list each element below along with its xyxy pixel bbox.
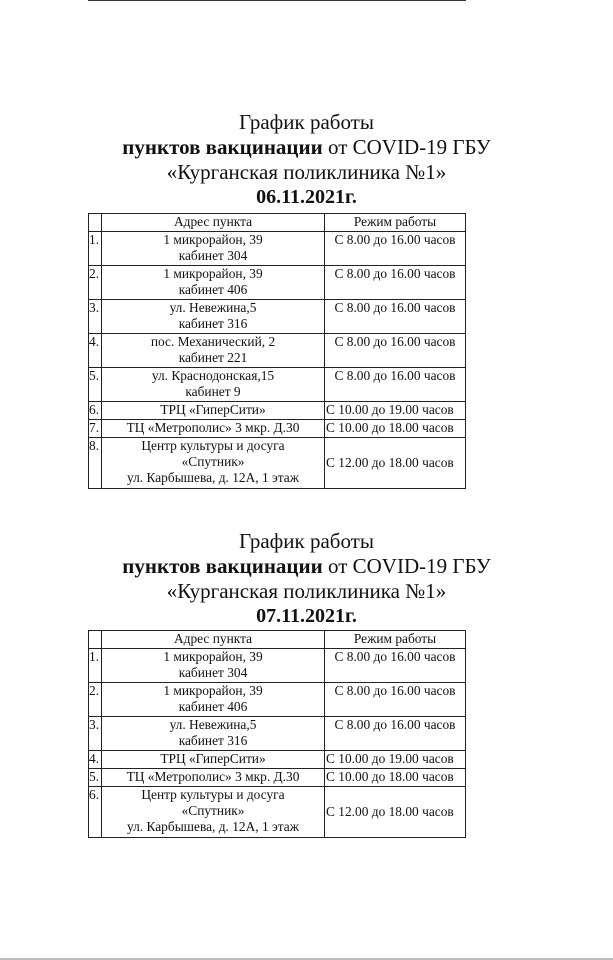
address-line: Центр культуры и досуга: [141, 787, 285, 802]
address-line: кабинет 304: [178, 665, 248, 680]
row-address: [102, 266, 325, 300]
address-line: кабинет 304: [178, 248, 248, 263]
column-header-address: Адрес пункта: [102, 631, 325, 649]
row-number: 3.: [89, 300, 102, 334]
heading-organization: «Курганская поликлиника №1»: [166, 579, 447, 603]
row-hours: С 10.00 до 19.00 часов: [325, 402, 466, 420]
table-row: [89, 368, 466, 402]
heading-subtitle-rest: от COVID-19 ГБУ: [322, 135, 491, 159]
row-number: 6.: [89, 402, 102, 420]
address-line: Центр культуры и досуга: [141, 438, 285, 453]
row-address: [102, 787, 325, 838]
row-address: [102, 420, 325, 438]
row-address: [102, 402, 325, 420]
heading-title: График работы: [239, 529, 374, 553]
row-hours: С 8.00 до 16.00 часов: [325, 266, 466, 300]
rule-tick: [322, 0, 323, 1]
row-number: 1.: [89, 232, 102, 266]
address-line: кабинет 9: [185, 384, 241, 399]
heading-subtitle-bold: пунктов вакцинации: [122, 554, 323, 578]
table-row: [89, 438, 466, 489]
row-address: [102, 769, 325, 787]
address-line: ТЦ «Метрополис» 3 мкр. Д.30: [126, 420, 300, 435]
top-page-rule: [88, 0, 466, 1]
row-address: [102, 368, 325, 402]
row-address: [102, 438, 325, 489]
row-hours: С 12.00 до 18.00 часов: [325, 438, 466, 489]
table-row: [89, 683, 466, 717]
heading-subtitle: [0, 554, 613, 579]
address-line: ул. Краснодонская,15: [151, 368, 275, 383]
address-line: 1 микрорайон, 39: [163, 232, 263, 247]
address-line: ул. Карбышева, д. 12А, 1 этаж: [127, 819, 299, 834]
column-header-hours: Режим работы: [325, 214, 466, 232]
schedule-heading-1: [0, 110, 613, 210]
row-hours: С 8.00 до 16.00 часов: [325, 717, 466, 751]
table-row: [89, 751, 466, 769]
row-number: 2.: [89, 266, 102, 300]
heading-date: 07.11.2021г.: [256, 605, 357, 627]
table-row: [89, 266, 466, 300]
row-number: 1.: [89, 649, 102, 683]
address-line: 1 микрорайон, 39: [163, 649, 263, 664]
schedule-table-1: [88, 213, 466, 489]
row-number: 8.: [89, 438, 102, 489]
heading-date: 06.11.2021г.: [256, 186, 357, 208]
row-number: 2.: [89, 683, 102, 717]
table-header-row: [89, 214, 466, 232]
row-hours: С 8.00 до 16.00 часов: [325, 232, 466, 266]
column-header-address: Адрес пункта: [102, 214, 325, 232]
row-hours: С 12.00 до 18.00 часов: [325, 787, 466, 838]
row-hours: С 10.00 до 18.00 часов: [325, 769, 466, 787]
table-row: [89, 717, 466, 751]
address-line: ул. Невежина,5: [169, 717, 257, 732]
row-address: [102, 334, 325, 368]
row-address: [102, 717, 325, 751]
table-row: [89, 769, 466, 787]
table-row: [89, 300, 466, 334]
address-line: ул. Карбышева, д. 12А, 1 этаж: [127, 470, 299, 485]
row-address: [102, 683, 325, 717]
column-header-hours: Режим работы: [325, 631, 466, 649]
column-header-number: [89, 214, 102, 232]
row-number: 6.: [89, 787, 102, 838]
address-line: ул. Невежина,5: [169, 300, 257, 315]
row-number: 4.: [89, 334, 102, 368]
heading-subtitle-rest: от COVID-19 ГБУ: [322, 554, 491, 578]
heading-title: График работы: [239, 110, 374, 134]
row-hours: С 8.00 до 16.00 часов: [325, 368, 466, 402]
address-line: кабинет 406: [178, 282, 248, 297]
row-address: [102, 751, 325, 769]
address-line: «Спутник»: [181, 803, 245, 818]
row-address: [102, 232, 325, 266]
row-address: [102, 300, 325, 334]
row-hours: С 8.00 до 16.00 часов: [325, 683, 466, 717]
row-hours: С 10.00 до 19.00 часов: [325, 751, 466, 769]
table-header-row: [89, 631, 466, 649]
table-row: [89, 787, 466, 838]
heading-organization: «Курганская поликлиника №1»: [166, 160, 447, 184]
row-number: 4.: [89, 751, 102, 769]
row-hours: С 8.00 до 16.00 часов: [325, 649, 466, 683]
address-line: кабинет 221: [178, 350, 248, 365]
address-line: 1 микрорайон, 39: [163, 266, 263, 281]
row-number: 5.: [89, 769, 102, 787]
row-number: 5.: [89, 368, 102, 402]
row-address: [102, 649, 325, 683]
table-row: [89, 649, 466, 683]
address-line: ТЦ «Метрополис» 3 мкр. Д.30: [126, 769, 300, 784]
heading-subtitle-bold: пунктов вакцинации: [122, 135, 323, 159]
rule-tick: [88, 0, 89, 1]
address-line: кабинет 316: [178, 316, 248, 331]
row-number: 7.: [89, 420, 102, 438]
address-line: «Спутник»: [181, 454, 245, 469]
row-hours: С 8.00 до 16.00 часов: [325, 334, 466, 368]
table-row: [89, 402, 466, 420]
address-line: кабинет 406: [178, 699, 248, 714]
address-line: ТРЦ «ГиперСити»: [160, 402, 266, 417]
table-row: [89, 420, 466, 438]
heading-subtitle: [0, 135, 613, 160]
row-hours: С 10.00 до 18.00 часов: [325, 420, 466, 438]
column-header-number: [89, 631, 102, 649]
rule-tick: [465, 0, 466, 1]
row-number: 3.: [89, 717, 102, 751]
table-row: [89, 232, 466, 266]
address-line: 1 микрорайон, 39: [163, 683, 263, 698]
schedule-table-2: [88, 630, 466, 838]
address-line: кабинет 316: [178, 733, 248, 748]
address-line: пос. Механический, 2: [150, 334, 276, 349]
schedule-heading-2: [0, 529, 613, 629]
row-hours: С 8.00 до 16.00 часов: [325, 300, 466, 334]
address-line: ТРЦ «ГиперСити»: [160, 751, 266, 766]
table-row: [89, 334, 466, 368]
